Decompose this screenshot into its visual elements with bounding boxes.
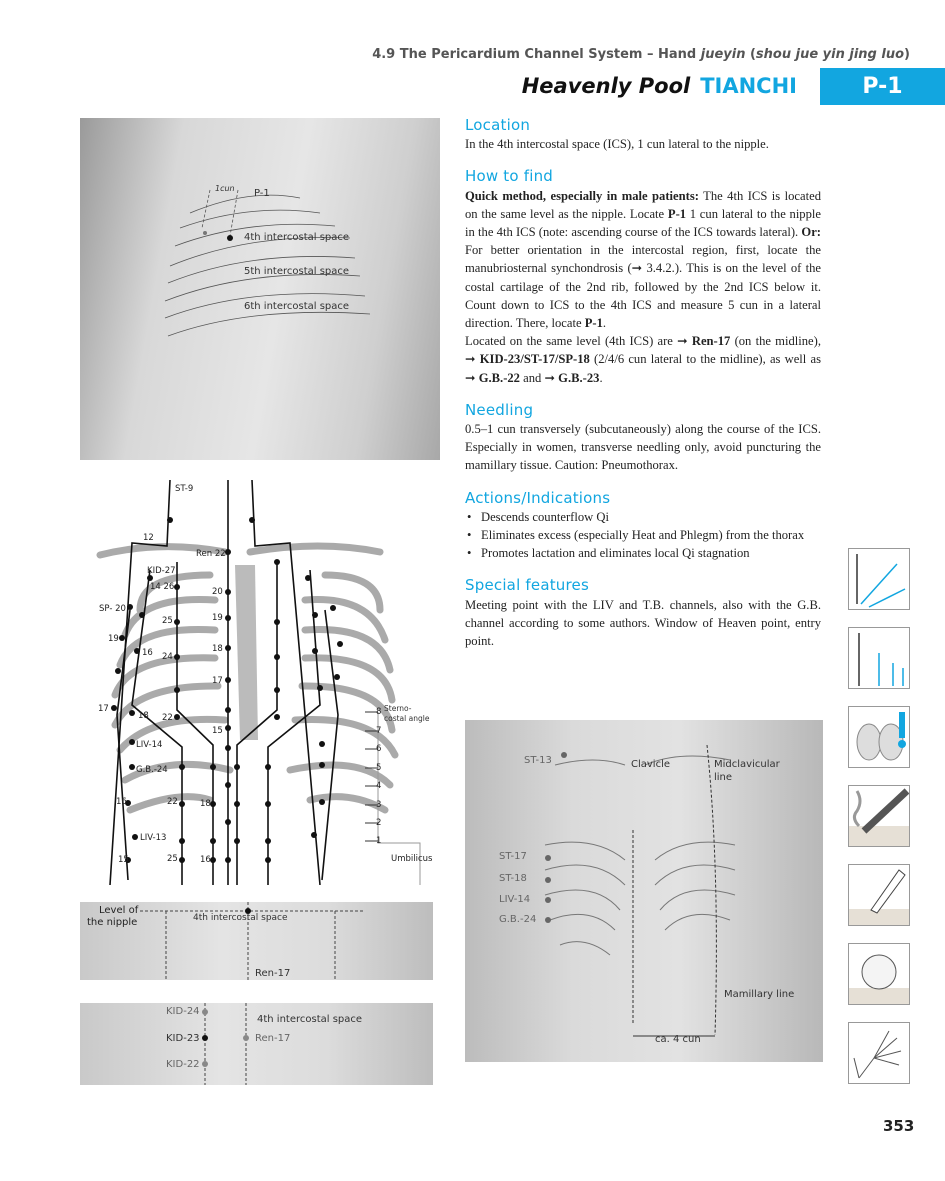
ren17-label: Ren-17 — [255, 1033, 291, 1044]
kid23-label: KID-23 — [166, 1033, 200, 1044]
clavicle-label: Clavicle — [631, 759, 671, 770]
diagram-label: 22 — [162, 713, 173, 723]
diagram-label: 19 — [108, 634, 119, 644]
scale-label: 6 — [376, 744, 382, 754]
diagram-label: 16 — [142, 648, 153, 658]
umbilicus-label: Umbilicus — [391, 854, 433, 864]
diagram-label: G.B.-24 — [136, 765, 168, 775]
cun-measure-label: ca. 4 cun — [655, 1034, 701, 1045]
st17-label: ST-17 — [499, 851, 527, 862]
diagram-label: 22 — [167, 797, 178, 807]
ics4-label: 4th intercostal space — [257, 1014, 363, 1025]
bleeding-needle-icon — [848, 864, 910, 926]
diagram-label: Ren 22 — [196, 549, 226, 559]
diagram-label: 17 — [212, 676, 223, 686]
point-title: Heavenly Pool TIANCHI — [521, 74, 797, 98]
p1-label: P-1 — [254, 188, 270, 199]
costal-angle-label: costal angle — [384, 714, 430, 723]
ics5-label: 5th intercostal space — [244, 266, 350, 277]
mamillary-line-label: Mamillary line — [724, 989, 795, 1000]
special-text: Meeting point with the LIV and T.B. channels, also with the G.B. channel according to some authors. Window of Heaven point, entry point. — [465, 597, 821, 649]
kid22-label: KID-22 — [166, 1059, 200, 1070]
gb24-label: G.B.-24 — [499, 914, 537, 925]
diagram-label: KID-27 — [147, 566, 176, 576]
ics6-label: 6th intercostal space — [244, 301, 350, 312]
text-column — [465, 116, 821, 650]
moxa-stick-icon — [848, 785, 910, 847]
cupping-icon — [848, 943, 910, 1005]
scale-label: 8 — [376, 707, 382, 717]
location-text: In the 4th intercostal space (ICS), 1 cun lateral to the nipple. — [465, 137, 769, 152]
midclavicular-label: line — [714, 772, 733, 783]
needles-icon — [848, 548, 910, 610]
scale-label: 4 — [376, 781, 382, 791]
diagram-label: 16 — [200, 855, 211, 865]
ics4-label: 4th intercostal space — [244, 232, 350, 243]
midclavicular-label: Midclavicular — [714, 759, 780, 770]
diagram-label: 25 — [167, 854, 178, 864]
location-heading: Location — [465, 116, 531, 134]
intercostal-lines — [80, 118, 440, 460]
skeleton-drawing — [80, 480, 440, 885]
list-item: • Promotes lactation and eliminates local Qi stagnation — [465, 544, 821, 562]
diagram-label: 24 — [162, 652, 173, 662]
hand-skeleton-icon — [848, 1022, 910, 1084]
diagram-label: LIV-14 — [136, 740, 163, 750]
diagram-label: LIV-13 — [140, 833, 167, 843]
scale-label: 7 — [376, 726, 382, 736]
sterno-label: Sterno- — [384, 704, 412, 713]
actions-list — [465, 508, 821, 563]
diagram-label: 15 — [212, 726, 223, 736]
needle-depth-icon — [848, 627, 910, 689]
kid24-label: KID-24 — [166, 1006, 200, 1017]
ics4-label: 4th intercostal space — [193, 913, 288, 923]
level-label: Level of — [99, 905, 139, 916]
nipple-level-photo — [80, 902, 433, 980]
diagram-label: 18 — [138, 711, 149, 721]
liv14-label: LIV-14 — [499, 894, 531, 905]
level-label: the nipple — [87, 917, 138, 928]
scale-label: 3 — [376, 800, 382, 810]
pinyin-name: TIANCHI — [700, 74, 797, 98]
diagram-label: ST-9 — [175, 484, 194, 494]
cun-label: 1cun — [215, 184, 235, 193]
rib-cage-diagram — [80, 480, 440, 885]
list-item: • Descends counterflow Qi — [465, 508, 821, 526]
torso-photo — [465, 720, 823, 1062]
running-header: 4.9 The Pericardium Channel System – Hand jueyin (shou jue yin jing luo) — [372, 47, 910, 62]
diagram-label: 16 — [116, 797, 127, 807]
kidney-points-photo — [80, 1003, 433, 1085]
diagram-label: 18 — [200, 799, 211, 809]
point-code-badge: P-1 — [820, 68, 945, 105]
diagram-label: 18 — [212, 644, 223, 654]
chest-photo-p1 — [80, 118, 440, 460]
diagram-label: 20 — [212, 587, 223, 597]
lungs-caution-icon — [848, 706, 910, 768]
ren17-label: Ren-17 — [255, 968, 291, 979]
diagram-label: 12 — [143, 533, 154, 543]
st13-label: ST-13 — [524, 755, 552, 766]
diagram-label: 14 26 — [150, 582, 175, 592]
special-heading: Special features — [465, 576, 589, 595]
scale-label: 2 — [376, 818, 382, 828]
needling-text: 0.5–1 cun transversely (subcutaneously) along the course of the ICS. Especially in women, transverse needling only, avoid puncturing the mamillary tissue. Caution: Pneumothorax. — [465, 422, 821, 473]
how-to-find-heading: How to find — [465, 167, 553, 186]
torso-marks — [465, 720, 823, 1062]
scale-label: 5 — [376, 763, 382, 773]
same-level-text: Located on the same level (4th ICS) are ➞ Ren-17 (on the midline), ➞ KID-23/ST-17/SP-18 (2/4/6 cun lateral to the midline), as well as ➞ G.B.-22 and ➞ G.B.-23. — [465, 334, 821, 385]
how-to-find-text: Quick method, especially in male patients: The 4th ICS is located on the same level as the nipple. Locate P-1 1 cun lateral to the nipple in the 4th ICS (note: ascending course of the ICS towards lateral). Or: For better orientation in the intercostal region, first, locate the manubriosternal synchondrosis (➞ 3.4.2.). This is on the level of the costal cartilage of the 2nd rib, followed by the 2nd ICS below it. Count down to ICS to the 4th ICS and measure 5 cun in a lateral direction. There, locate P-1. — [465, 188, 821, 331]
actions-heading: Actions/Indications — [465, 488, 611, 507]
page-number: 353 — [883, 1117, 915, 1135]
needling-heading: Needling — [465, 400, 534, 419]
scale-label: 1 — [376, 836, 382, 846]
diagram-label: 17 — [98, 704, 109, 714]
list-item: • Eliminates excess (especially Heat and Phlegm) from the thorax — [465, 526, 821, 544]
diagram-label: 19 — [212, 613, 223, 623]
diagram-label: 25 — [162, 616, 173, 626]
st18-label: ST-18 — [499, 873, 527, 884]
diagram-label: SP- 20 — [99, 604, 126, 614]
diagram-label: 15 — [118, 855, 129, 865]
